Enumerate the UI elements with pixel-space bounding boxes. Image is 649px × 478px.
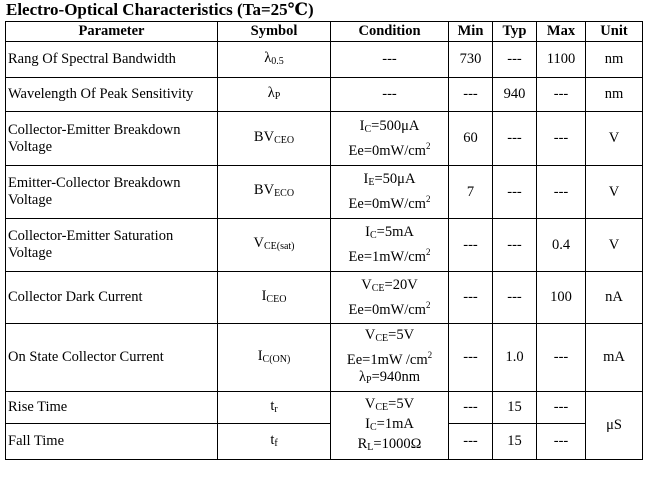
unit-cell: V — [586, 166, 643, 219]
header-max: Max — [537, 22, 586, 42]
condition-cell: --- — [331, 78, 449, 112]
condition-cell: $I_C=5mA$ $Ee=1mW/cm^2$ — [331, 219, 449, 272]
min-cell: --- — [449, 324, 493, 392]
max-cell: --- — [537, 112, 586, 166]
unit-cell: mA — [586, 324, 643, 392]
max-cell: 100 — [537, 272, 586, 324]
max-cell: 0.4 — [537, 219, 586, 272]
min-cell: --- — [449, 392, 493, 424]
parameter-cell: Wavelength Of Peak Sensitivity — [6, 78, 218, 112]
max-cell: --- — [537, 166, 586, 219]
symbol-cell: $BV_{ECO}$ — [218, 166, 331, 219]
parameter-cell: Collector-Emitter Saturation Voltage — [6, 219, 218, 272]
max-cell: --- — [537, 78, 586, 112]
unit-cell: nm — [586, 42, 643, 78]
parameter-cell: Collector Dark Current — [6, 272, 218, 324]
min-cell: --- — [449, 78, 493, 112]
header-row — [6, 22, 643, 42]
typ-cell: --- — [493, 219, 537, 272]
characteristics-table — [5, 21, 643, 460]
unit-cell: nA — [586, 272, 643, 324]
symbol-cell: $\lambda_{0.5}$ — [218, 42, 331, 78]
table-row — [6, 78, 643, 112]
table-row — [6, 424, 643, 460]
symbol-cell: $V_{CE(sat)}$ — [218, 219, 331, 272]
page-title: Electro-Optical Characteristics (Ta=25℃) — [6, 0, 314, 19]
typ-cell: --- — [493, 272, 537, 324]
condition-cell: $I_C=500\mu A$ $Ee=0mW/cm^2$ — [331, 112, 449, 166]
max-cell: 1100 — [537, 42, 586, 78]
unit-cell: μS — [586, 392, 643, 460]
symbol-cell: $\lambda_P$ — [218, 78, 331, 112]
parameter-cell: Rise Time — [6, 392, 218, 424]
header-parameter: Parameter — [6, 22, 218, 42]
max-cell: --- — [537, 392, 586, 424]
table-row — [6, 324, 643, 392]
parameter-cell: Collector-Emitter Breakdown Voltage — [6, 112, 218, 166]
min-cell: 7 — [449, 166, 493, 219]
condition-cell: $V_{CE}=5V$ Ee=1mW $/cm^2$ $\lambda_P=940nm$ — [331, 324, 449, 392]
table-row — [6, 392, 643, 424]
table-row — [6, 272, 643, 324]
symbol-cell: $t_f$ — [218, 424, 331, 460]
parameter-cell: Fall Time — [6, 424, 218, 460]
symbol-cell: $BV_{CEO}$ — [218, 112, 331, 166]
header-typ: Typ — [493, 22, 537, 42]
min-cell: 730 — [449, 42, 493, 78]
symbol-cell: $I_{CEO}$ — [218, 272, 331, 324]
condition-cell: $V_{CE}=20V$ $Ee=0mW/cm^2$ — [331, 272, 449, 324]
parameter-cell: On State Collector Current — [6, 324, 218, 392]
table-row — [6, 112, 643, 166]
table-row — [6, 166, 643, 219]
typ-cell: 15 — [493, 392, 537, 424]
header-min: Min — [449, 22, 493, 42]
max-cell: --- — [537, 424, 586, 460]
parameter-cell: Rang Of Spectral Bandwidth — [6, 42, 218, 78]
condition-cell: $I_E=50\mu A$ $Ee=0mW/cm^2$ — [331, 166, 449, 219]
unit-cell: V — [586, 219, 643, 272]
min-cell: --- — [449, 219, 493, 272]
typ-cell: 940 — [493, 78, 537, 112]
unit-cell: V — [586, 112, 643, 166]
unit-cell: nm — [586, 78, 643, 112]
header-condition: Condition — [331, 22, 449, 42]
typ-cell: --- — [493, 112, 537, 166]
condition-cell: $V_{CE}=5V$ $I_C=1mA$ $R_L=1000\Omega$ — [331, 392, 449, 460]
min-cell: --- — [449, 424, 493, 460]
min-cell: 60 — [449, 112, 493, 166]
header-unit: Unit — [586, 22, 643, 42]
table-row — [6, 42, 643, 78]
symbol-cell: $I_{C(ON)}$ — [218, 324, 331, 392]
symbol-cell: $t_r$ — [218, 392, 331, 424]
typ-cell: --- — [493, 166, 537, 219]
header-symbol: Symbol — [218, 22, 331, 42]
max-cell: --- — [537, 324, 586, 392]
typ-cell: 15 — [493, 424, 537, 460]
table-row — [6, 219, 643, 272]
condition-cell: --- — [331, 42, 449, 78]
min-cell: --- — [449, 272, 493, 324]
typ-cell: --- — [493, 42, 537, 78]
parameter-cell: Emitter-Collector Breakdown Voltage — [6, 166, 218, 219]
typ-cell: 1.0 — [493, 324, 537, 392]
